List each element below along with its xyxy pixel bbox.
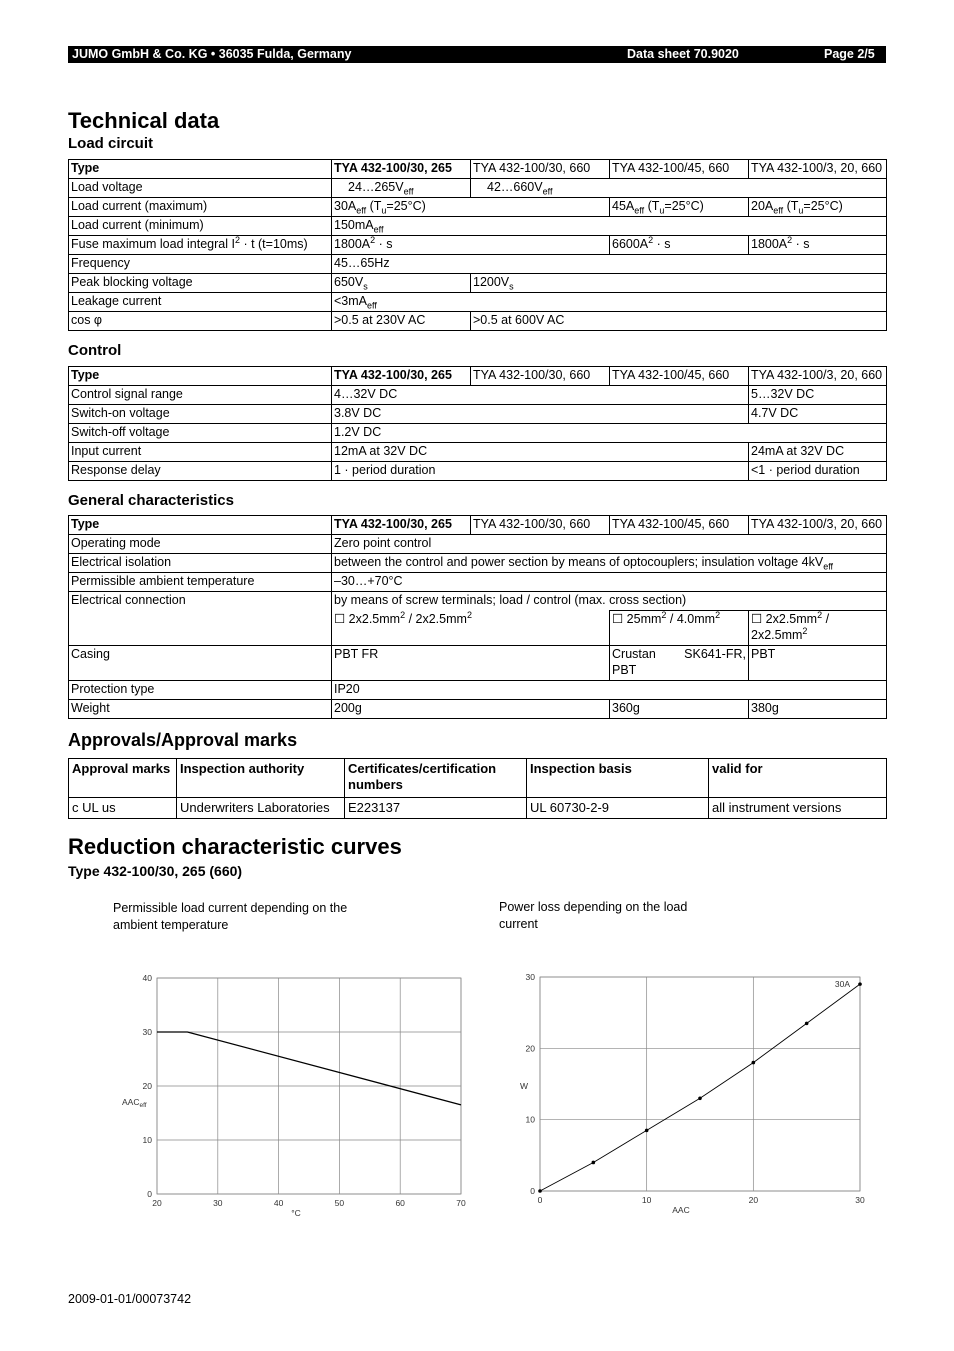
data-point xyxy=(805,1022,809,1026)
title-approvals: Approvals/Approval marks xyxy=(68,730,298,750)
y-tick-label: 20 xyxy=(142,1081,152,1091)
x-tick-label: 60 xyxy=(395,1198,405,1208)
header-sheet: Data sheet 70.9020 xyxy=(627,47,739,61)
type-col-4: TYA 432-100/3, 20, 660 xyxy=(749,367,887,386)
title-type-sub: Type 432-100/30, 265 (660) xyxy=(68,863,243,879)
title-reduction: Reduction characteristic curves xyxy=(68,834,402,859)
approval-cell: c UL us xyxy=(69,798,177,819)
cell: 45…65Hz xyxy=(332,255,887,274)
approval-header: Approval marks xyxy=(69,759,177,798)
title-technical: Technical data xyxy=(68,108,220,133)
approvals-table xyxy=(68,758,887,819)
cell: PBT xyxy=(749,645,887,680)
x-tick-label: 10 xyxy=(641,1195,652,1205)
y-tick-label: 30 xyxy=(525,972,535,982)
type-col-2: TYA 432-100/30, 660 xyxy=(471,367,610,386)
caption-left: Permissible load current depending on the ambient temperature xyxy=(113,901,348,932)
cell: <1 · period duration xyxy=(749,462,887,481)
approval-header: Certificates/certification numbers xyxy=(345,759,527,798)
cell: 380g xyxy=(749,699,887,718)
approval-header: Inspection authority xyxy=(177,759,345,798)
approval-header: Inspection basis xyxy=(527,759,709,798)
type-col-2: TYA 432-100/30, 660 xyxy=(471,160,610,179)
cell: $1800A^2 \cdot s$ xyxy=(332,236,610,255)
cell: 12mA at 32V DC xyxy=(332,443,749,462)
row-label: Weight xyxy=(69,699,332,718)
row-label: Casing xyxy=(69,645,332,680)
y-tick-label: 10 xyxy=(142,1135,152,1145)
header-page: Page 2/5 xyxy=(824,47,875,61)
x-tick-label: 70 xyxy=(456,1198,466,1208)
type-header: Type xyxy=(69,367,332,386)
cell: $<3mA_{eff}$ xyxy=(332,293,887,312)
y-tick-label: 20 xyxy=(525,1043,535,1054)
type-col-1: TYA 432-100/30, 265 xyxy=(332,160,471,179)
cell: Zero point control xyxy=(332,535,887,554)
row-label: Leakage current xyxy=(69,293,332,312)
row-label: cos φ xyxy=(69,312,332,331)
y-tick-label: 30 xyxy=(142,1027,152,1037)
approval-cell: all instrument versions xyxy=(709,798,887,819)
y-tick-label: 0 xyxy=(147,1189,152,1199)
type-col-1: TYA 432-100/30, 265 xyxy=(332,367,471,386)
type-col-3: TYA 432-100/45, 660 xyxy=(610,367,749,386)
plot-frame xyxy=(540,977,860,1191)
type-header: Type xyxy=(69,516,332,535)
cell: >0.5 at 230V AC xyxy=(332,312,471,331)
cell: Crustan SK641-FR, PBT xyxy=(610,645,749,680)
type-header: Type xyxy=(69,160,332,179)
cell: ☐ $2x2.5mm^2 / 2x2.5mm^2$ xyxy=(332,611,610,646)
cell: $650V_s$ xyxy=(332,274,471,293)
row-label: Load current (maximum) xyxy=(69,198,332,217)
type-col-4: TYA 432-100/3, 20, 660 xyxy=(749,516,887,535)
header-company: JUMO GmbH & Co. KG • 36035 Fulda, Germany xyxy=(72,47,352,61)
title-load: Load circuit xyxy=(68,135,154,152)
cell: 24mA at 32V DC xyxy=(749,443,887,462)
type-col-3: TYA 432-100/45, 660 xyxy=(610,160,749,179)
cell: 3.8V DC xyxy=(332,405,749,424)
cell: 4.7V DC xyxy=(749,405,887,424)
data-point xyxy=(645,1129,649,1133)
cell: 360g xyxy=(610,699,749,718)
approval-cell: Underwriters Laboratories xyxy=(177,798,345,819)
type-col-4: TYA 432-100/3, 20, 660 xyxy=(749,160,887,179)
row-label: Load voltage xyxy=(69,179,332,198)
y-tick-label: 0 xyxy=(530,1186,535,1196)
x-tick-label: 30 xyxy=(855,1195,865,1205)
approval-cell: E223137 xyxy=(345,798,527,819)
cell: –30…+70°C xyxy=(332,573,887,592)
row-label: Switch-off voltage xyxy=(69,424,332,443)
cell: ☐ $25mm^2 / 4.0mm^2$ xyxy=(610,611,749,646)
row-label: Fuse maximum load integral $I^2 \cdot t$ (t=10ms) xyxy=(69,236,332,255)
x-tick-label: 0 xyxy=(537,1195,543,1205)
chart-power-loss-vs-current xyxy=(505,965,875,1220)
x-tick-label: 50 xyxy=(334,1198,345,1208)
x-axis-label: AAC xyxy=(672,1205,690,1215)
cell: $150mA_{eff}$ xyxy=(332,217,887,236)
cell: by means of screw terminals; load / control (max. cross section) xyxy=(332,592,887,611)
approval-cell: UL 60730-2-9 xyxy=(527,798,709,819)
cell: >0.5 at 600V AC xyxy=(471,312,887,331)
cell: 5…32V DC xyxy=(749,386,887,405)
general-table xyxy=(68,515,887,719)
cell: $24\dots 265V_{eff}$ xyxy=(332,179,471,198)
row-label: Input current xyxy=(69,443,332,462)
row-label: Peak blocking voltage xyxy=(69,274,332,293)
data-point xyxy=(752,1061,756,1065)
data-point xyxy=(592,1161,596,1165)
cell: IP20 xyxy=(332,680,887,699)
row-label: Electrical connection xyxy=(69,592,332,646)
control-table xyxy=(68,366,887,481)
row-label: Frequency xyxy=(69,255,332,274)
cell: ☐ $2x2.5mm^2 / 2x2.5mm^2$ xyxy=(749,611,887,646)
row-label: Operating mode xyxy=(69,535,332,554)
y-axis-label: $AAC_{eff}$ xyxy=(122,1097,147,1109)
cell: $42\dots 660V_{eff}$ xyxy=(471,179,887,198)
approval-header: valid for xyxy=(709,759,887,798)
footer-id: 2009-01-01/00073742 xyxy=(68,1292,192,1306)
x-axis-label: °C xyxy=(291,1208,301,1218)
page-header xyxy=(68,46,886,63)
cell: $45A_{eff}$ $(T_u=25^\circ C)$ xyxy=(610,198,749,217)
row-label: Permissible ambient temperature xyxy=(69,573,332,592)
series-annotation: 30A xyxy=(834,979,850,990)
y-axis-label: W xyxy=(520,1081,529,1091)
chart-load-current-vs-temperature xyxy=(100,965,480,1220)
cell: $1200V_s$ xyxy=(471,274,887,293)
y-tick-label: 10 xyxy=(525,1114,535,1125)
type-col-2: TYA 432-100/30, 660 xyxy=(471,516,610,535)
row-label: Response delay xyxy=(69,462,332,481)
x-tick-label: 40 xyxy=(273,1198,284,1208)
title-general: General characteristics xyxy=(68,492,234,509)
cell: $30A_{eff}$ $(T_u=25^\circ C)$ xyxy=(332,198,610,217)
cell: PBT FR xyxy=(332,645,610,680)
data-point xyxy=(538,1189,542,1193)
row-label: Protection type xyxy=(69,680,332,699)
data-point xyxy=(858,982,862,986)
cell: 1 · period duration xyxy=(332,462,749,481)
cell: 4…32V DC xyxy=(332,386,749,405)
cell: $1800A^2 \cdot s$ xyxy=(749,236,887,255)
y-tick-label: 40 xyxy=(142,973,152,983)
cell: $20A_{eff}$ $(T_u=25^\circ C)$ xyxy=(749,198,887,217)
cell: between the control and power section by means of optocouplers; insulation voltage $4kV_{eff}$ xyxy=(332,554,887,573)
load-circuit-table xyxy=(68,159,887,331)
x-tick-label: 20 xyxy=(748,1195,759,1205)
row-label: Switch-on voltage xyxy=(69,405,332,424)
cell: $6600A^2 \cdot s$ xyxy=(610,236,749,255)
title-control: Control xyxy=(68,342,122,359)
type-col-1: TYA 432-100/30, 265 xyxy=(332,516,471,535)
row-label: Load current (minimum) xyxy=(69,217,332,236)
cell: 200g xyxy=(332,699,610,718)
x-tick-label: 30 xyxy=(213,1198,223,1208)
cell: 1.2V DC xyxy=(332,424,887,443)
row-label: Electrical isolation xyxy=(69,554,332,573)
caption-right: Power loss depending on the load current xyxy=(499,900,688,931)
series-line xyxy=(540,984,860,1191)
series-line xyxy=(157,1032,461,1105)
row-label: Control signal range xyxy=(69,386,332,405)
data-point xyxy=(698,1096,702,1100)
x-tick-label: 20 xyxy=(152,1198,162,1208)
type-col-3: TYA 432-100/45, 660 xyxy=(610,516,749,535)
